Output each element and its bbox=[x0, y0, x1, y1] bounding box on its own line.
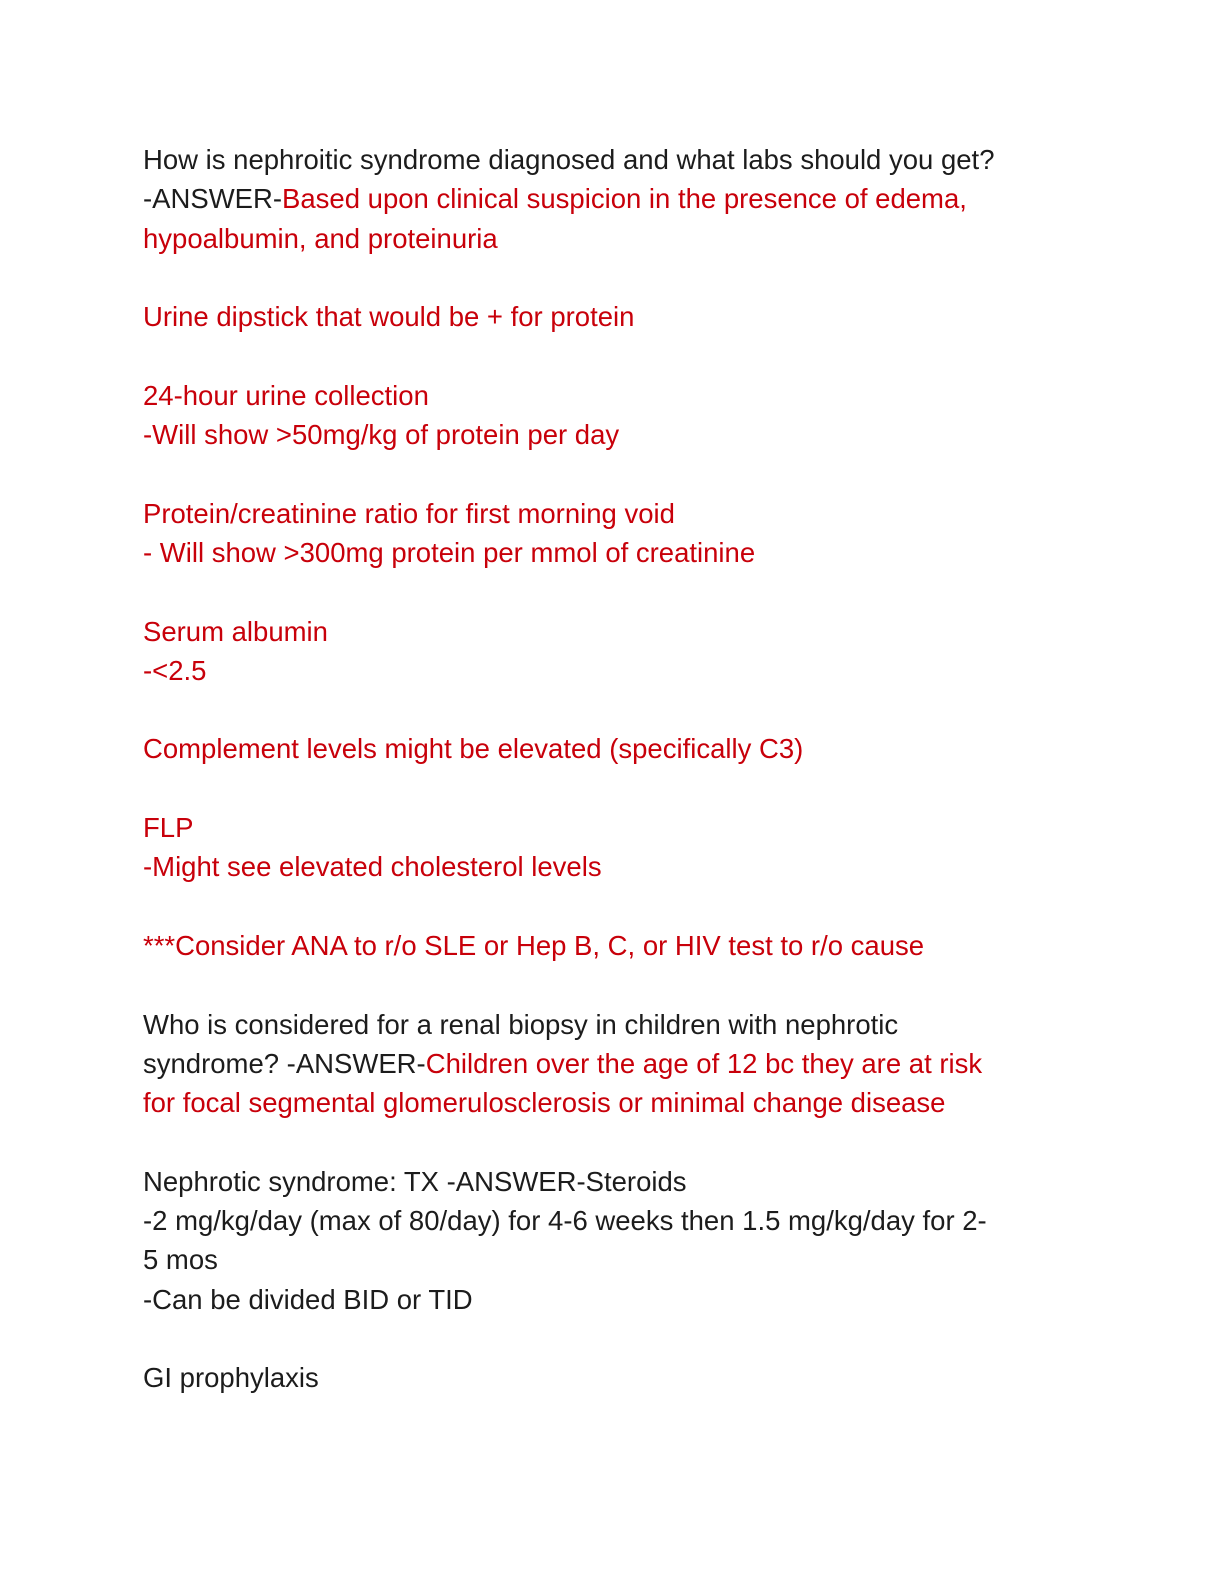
answer-text: Children over the age of 12 bc they are at risk bbox=[425, 1047, 983, 1079]
blank-line bbox=[143, 336, 1103, 375]
answer-text: -<2.5 bbox=[143, 654, 207, 686]
answer-text: Based upon clinical suspicion in the presence of edema, bbox=[282, 183, 967, 215]
text-line bbox=[143, 651, 1103, 690]
text-line bbox=[143, 1201, 1103, 1240]
flashcard-nephrotic-treatment bbox=[143, 1162, 1103, 1398]
answer-text: FLP bbox=[143, 812, 194, 844]
text-line bbox=[143, 729, 1103, 768]
text-line bbox=[143, 1358, 1103, 1397]
document-page bbox=[143, 140, 1103, 1398]
text-line bbox=[143, 140, 1103, 179]
blank-line bbox=[143, 1319, 1103, 1358]
text-line bbox=[143, 415, 1103, 454]
question-text: Nephrotic syndrome: TX -ANSWER-Steroids bbox=[143, 1165, 687, 1197]
text-line bbox=[143, 1005, 1103, 1044]
flashcard-renal-biopsy bbox=[143, 1005, 1103, 1123]
answer-text: - Will show >300mg protein per mmol of creatinine bbox=[143, 536, 756, 568]
text-line bbox=[143, 297, 1103, 336]
answer-text: hypoalbumin, and proteinuria bbox=[143, 222, 498, 254]
text-line bbox=[143, 847, 1103, 886]
text-line bbox=[143, 376, 1103, 415]
flashcard-nephrotic-diagnosis bbox=[143, 140, 1103, 965]
answer-text: -Can be divided BID or TID bbox=[143, 1283, 473, 1315]
answer-text: Complement levels might be elevated (specifically C3) bbox=[143, 733, 804, 765]
answer-text: -Might see elevated cholesterol levels bbox=[143, 851, 602, 883]
blank-line bbox=[143, 572, 1103, 611]
answer-text: 24-hour urine collection bbox=[143, 379, 429, 411]
text-line bbox=[143, 1044, 1103, 1083]
answer-text: Urine dipstick that would be + for protein bbox=[143, 301, 635, 333]
text-line bbox=[143, 1083, 1103, 1122]
answer-text: ***Consider ANA to r/o SLE or Hep B, C, or HIV test to r/o cause bbox=[143, 929, 925, 961]
text-line bbox=[143, 612, 1103, 651]
text-line bbox=[143, 1280, 1103, 1319]
question-text: syndrome? -ANSWER- bbox=[143, 1047, 426, 1079]
question-text: Who is considered for a renal biopsy in children with nephrotic bbox=[143, 1008, 899, 1040]
blank-line bbox=[143, 887, 1103, 926]
answer-text: -Will show >50mg/kg of protein per day bbox=[143, 419, 620, 451]
blank-line bbox=[143, 965, 1103, 1004]
blank-line bbox=[143, 690, 1103, 729]
text-line bbox=[143, 533, 1103, 572]
text-line bbox=[143, 494, 1103, 533]
answer-text: 5 mos bbox=[143, 1244, 218, 1276]
answer-text: Protein/creatinine ratio for first morning void bbox=[143, 497, 675, 529]
answer-text: for focal segmental glomerulosclerosis or minimal change disease bbox=[143, 1087, 946, 1119]
text-line bbox=[143, 1162, 1103, 1201]
text-line bbox=[143, 1240, 1103, 1279]
blank-line bbox=[143, 258, 1103, 297]
answer-text: Serum albumin bbox=[143, 615, 328, 647]
blank-line bbox=[143, 1122, 1103, 1161]
blank-line bbox=[143, 769, 1103, 808]
text-line bbox=[143, 179, 1103, 218]
answer-text: GI prophylaxis bbox=[143, 1362, 319, 1394]
question-text: -ANSWER- bbox=[143, 183, 283, 215]
text-line bbox=[143, 926, 1103, 965]
question-text: How is nephroitic syndrome diagnosed and what labs should you get? bbox=[143, 144, 995, 175]
answer-text: -2 mg/kg/day (max of 80/day) for 4-6 weeks then 1.5 mg/kg/day for 2- bbox=[143, 1205, 987, 1237]
text-line bbox=[143, 219, 1103, 258]
blank-line bbox=[143, 454, 1103, 493]
text-line bbox=[143, 808, 1103, 847]
